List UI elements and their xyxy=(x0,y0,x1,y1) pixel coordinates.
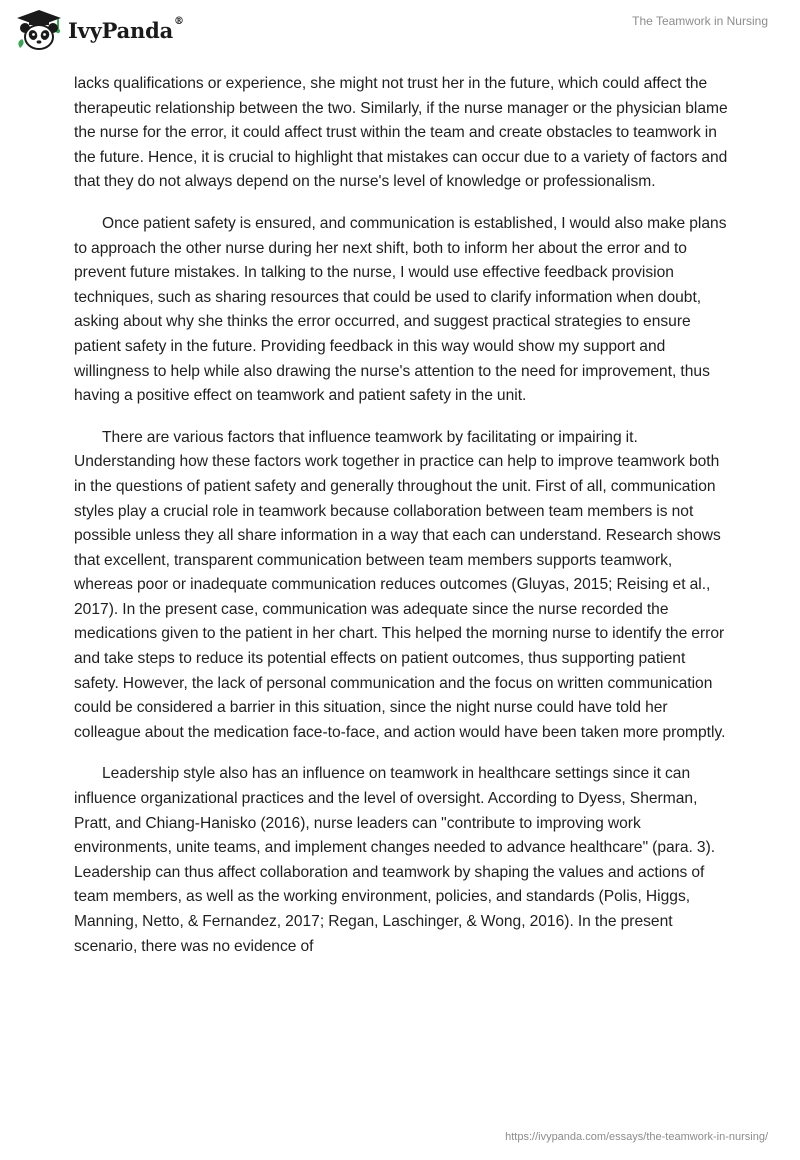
paragraph-3: There are various factors that influence teamwork by facilitating or impairing it. Understanding how these factors work together in practice can help to improve teamwork both in the questions of patient safety and generally throughout the unit. First of all, communication styles play a crucial role in teamwork because collaboration between team members is not possible unless they all share information in a way that each can understand. Research shows that excellent, transparent communication between team members supports teamwork, whereas poor or inadequate communication reduces outcomes (Gluyas, 2015; Reising et al., 2017). In the present case, communication was adequate since the nurse recorded the medications given to the patient in her chart. This helped the morning nurse to identify the error and take steps to reduce its potential effects on patient outcomes, thus supporting patient safety. However, the lack of personal communication and the focus on written communication could be considered a barrier in this situation, since the night nurse could have told her colleague about the medication face-to-face, and action would have been taken more promptly. xyxy=(74,428,726,741)
registered-mark: ® xyxy=(174,15,184,27)
panda-graduate-icon xyxy=(14,8,64,52)
page-header xyxy=(0,0,800,60)
paragraph-1: lacks qualifications or experience, she might not trust her in the future, which could affect the therapeutic relationship between the two. Similarly, if the nurse manager or the physician blame the nurse for the error, it could affect trust within the team and create obstacles to teamwork in the future. Hence, it is crucial to highlight that mistakes can occur due to a variety of factors and that they do not always depend on the nurse's level of knowledge or professionalism. xyxy=(74,75,728,191)
ivypanda-logo[interactable] xyxy=(14,8,184,52)
logo-name: IvyPanda xyxy=(68,17,174,43)
essay-body xyxy=(74,72,730,976)
paragraph-2: Once patient safety is ensured, and communication is established, I would also make plans to approach the other nurse during her next shift, both to inform her about the error and to prevent future mistakes. In talking to the nurse, I would use effective feedback provision techniques, such as sharing resources that could be used to clarify information when doubt, asking about why she thinks the error occurred, and suggest practical strategies to ensure patient safety in the future. Providing feedback in this way would show my support and willingness to help while also drawing the nurse's attention to the need for improvement, thus having a positive effect on teamwork and patient safety in the unit. xyxy=(74,214,727,405)
document-title: The Teamwork in Nursing xyxy=(632,14,768,28)
source-url-link[interactable]: https://ivypanda.com/essays/the-teamwork-in-nursing/ xyxy=(505,1131,768,1143)
paragraph-4: Leadership style also has an influence on teamwork in healthcare settings since it can influence organizational practices and the level of oversight. According to Dyess, Sherman, Pratt, and Chiang-Hanisko (2016), nurse leaders can "contribute to improving work environments, unite teams, and implement changes needed to advance healthcare" (para. 3). Leadership can thus affect collaboration and teamwork by shaping the values and actions of team members, as well as the working environment, policies, and standards (Polis, Higgs, Manning, Netto, & Fernandez, 2017; Regan, Laschinger, & Wong, 2016). In the present scenario, there was no evidence of xyxy=(74,765,716,955)
logo-wordmark xyxy=(68,15,184,43)
